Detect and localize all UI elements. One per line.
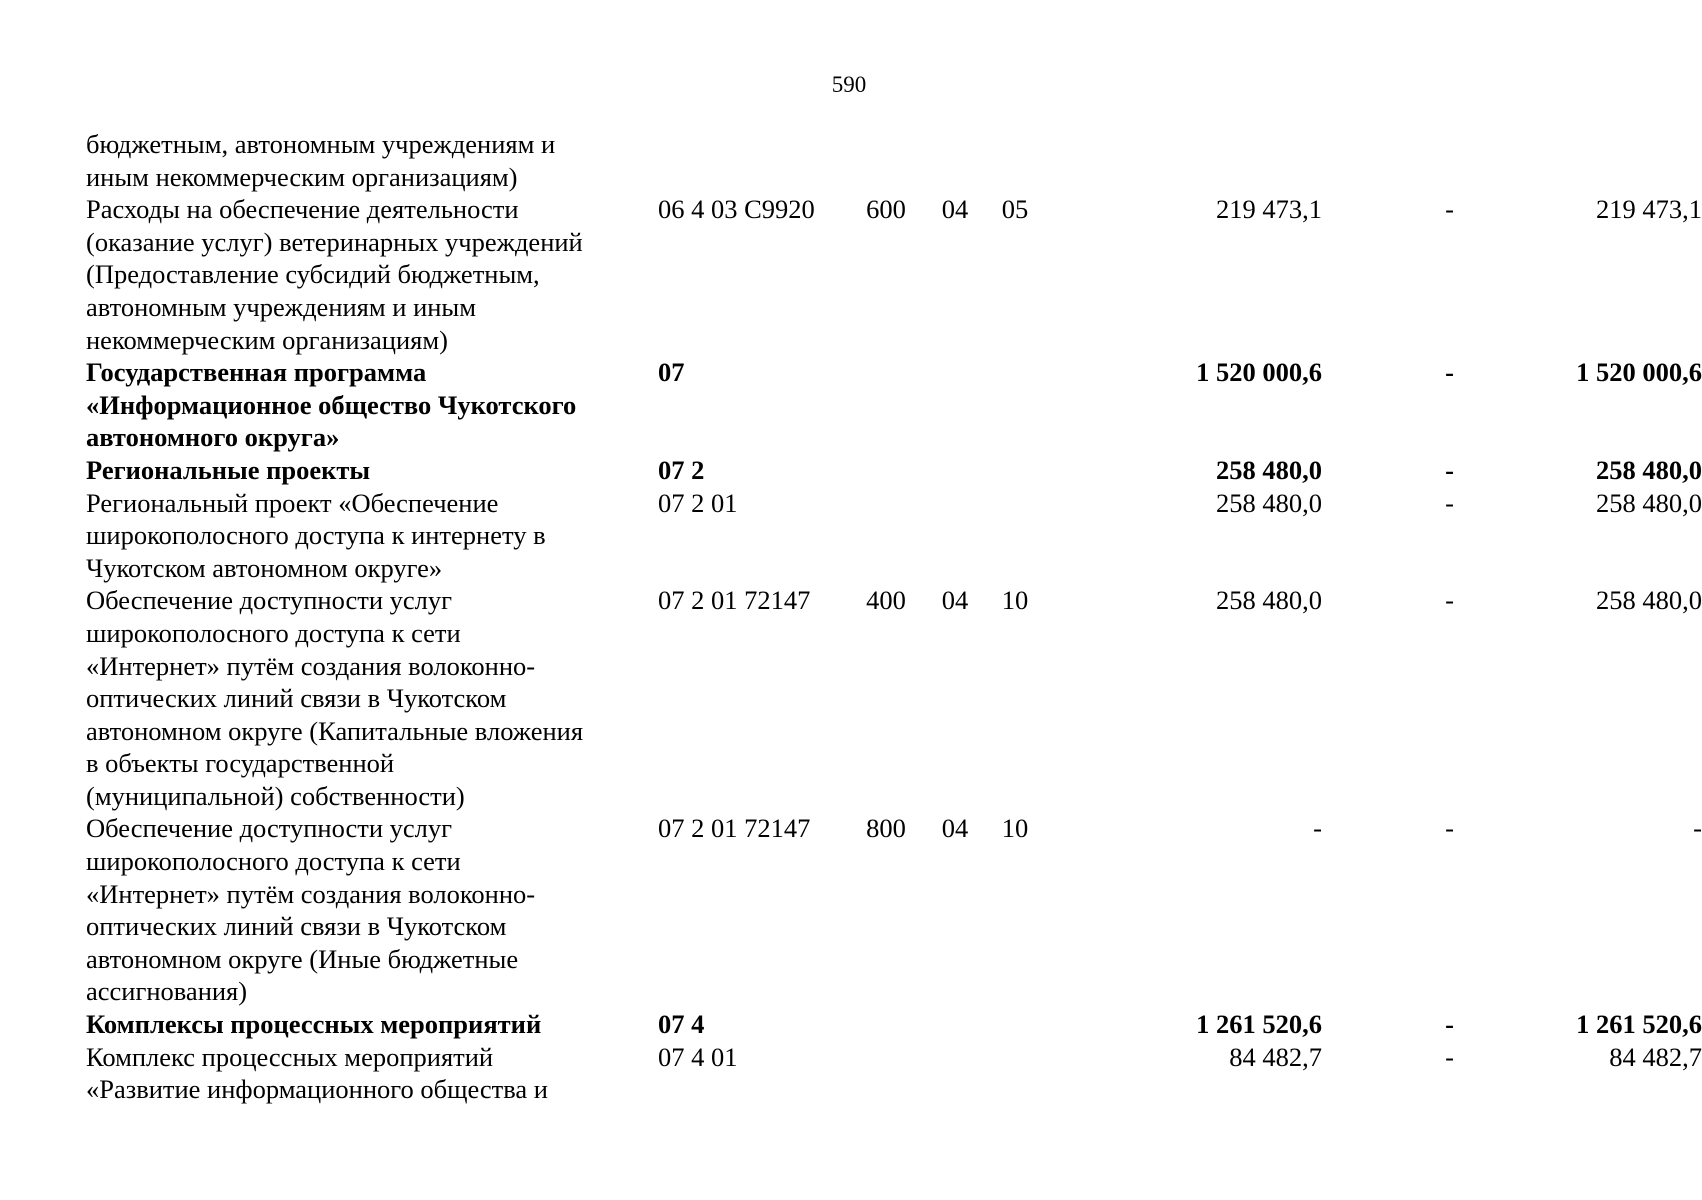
row-description bbox=[86, 812, 642, 1008]
subsection-code: 10 bbox=[1001, 585, 1029, 616]
description-line: «Развитие информационного общества и bbox=[86, 1074, 548, 1105]
expense-type: 800 bbox=[866, 813, 906, 844]
section-code: 04 bbox=[941, 813, 969, 844]
table-row bbox=[86, 193, 1702, 356]
description-line: широкополосного доступа к сети bbox=[86, 846, 461, 877]
description-line: оптических линий связи в Чукотском bbox=[86, 683, 507, 714]
description-line: Расходы на обеспечение деятельности bbox=[86, 194, 519, 225]
amount-approved: 1 520 000,6 bbox=[1196, 357, 1322, 388]
amount-change: - bbox=[1445, 813, 1454, 844]
amount-change: - bbox=[1445, 454, 1454, 485]
table-row bbox=[86, 128, 642, 193]
amount-total: 1 261 520,6 bbox=[1576, 1009, 1702, 1040]
description-line: некоммерческим организациям) bbox=[86, 324, 448, 355]
description-line: широкополосного доступа к интернету в bbox=[86, 520, 546, 551]
amount-total: 84 482,7 bbox=[1609, 1041, 1702, 1072]
description-line: ассигнования) bbox=[86, 976, 248, 1007]
description-line: Комплекс процессных мероприятий bbox=[86, 1041, 494, 1072]
target-code: 07 2 01 bbox=[658, 487, 738, 518]
amount-approved: 258 480,0 bbox=[1216, 454, 1322, 485]
description-line: «Интернет» путём создания волоконно- bbox=[86, 878, 536, 909]
description-line: в объекты государственной bbox=[86, 748, 395, 779]
amount-change: - bbox=[1445, 585, 1454, 616]
target-code: 07 bbox=[658, 357, 685, 388]
description-line: Обеспечение доступности услуг bbox=[86, 585, 452, 616]
row-description bbox=[86, 584, 642, 812]
expense-type: 600 bbox=[866, 194, 906, 225]
description-line: (оказание услуг) ветеринарных учреждений bbox=[86, 226, 583, 257]
amount-approved: 219 473,1 bbox=[1216, 194, 1322, 225]
target-code: 07 2 01 72147 bbox=[658, 585, 811, 616]
amount-approved: - bbox=[1313, 813, 1322, 844]
amount-change: - bbox=[1445, 357, 1454, 388]
table-row bbox=[86, 812, 1702, 1008]
amount-change: - bbox=[1445, 194, 1454, 225]
expense-type: 400 bbox=[866, 585, 906, 616]
target-code: 07 4 bbox=[658, 1009, 705, 1040]
target-code: 07 2 01 72147 bbox=[658, 813, 811, 844]
row-description bbox=[86, 128, 642, 193]
description-line: иным некоммерческим организациям) bbox=[86, 161, 518, 192]
amount-approved: 1 261 520,6 bbox=[1196, 1009, 1322, 1040]
amount-total: 258 480,0 bbox=[1596, 454, 1702, 485]
budget-table bbox=[86, 128, 1702, 1106]
table-row bbox=[86, 356, 1702, 454]
target-code: 07 4 01 bbox=[658, 1041, 738, 1072]
subsection-code: 05 bbox=[1001, 194, 1029, 225]
target-code: 07 2 bbox=[658, 454, 705, 485]
target-code: 06 4 03 С9920 bbox=[658, 194, 815, 225]
description-line: Обеспечение доступности услуг bbox=[86, 813, 452, 844]
row-description bbox=[86, 193, 642, 356]
description-line: широкополосного доступа к сети bbox=[86, 617, 461, 648]
description-line: (Предоставление субсидий бюджетным, bbox=[86, 259, 540, 290]
description-line: автономным учреждениям и иным bbox=[86, 291, 477, 322]
amount-total: 258 480,0 bbox=[1596, 487, 1702, 518]
amount-approved: 258 480,0 bbox=[1216, 585, 1322, 616]
description-line: бюджетным, автономным учреждениям и bbox=[86, 129, 556, 159]
subsection-code: 10 bbox=[1001, 813, 1029, 844]
amount-total: 258 480,0 bbox=[1596, 585, 1702, 616]
description-line: Комплексы процессных мероприятий bbox=[86, 1009, 542, 1040]
amount-change: - bbox=[1445, 487, 1454, 518]
description-line: Государственная программа bbox=[86, 357, 427, 388]
description-line: Региональный проект «Обеспечение bbox=[86, 487, 499, 518]
amount-total: 219 473,1 bbox=[1596, 194, 1702, 225]
description-line: Чукотском автономном округе» bbox=[86, 552, 443, 583]
description-line: автономном округе (Капитальные вложения bbox=[86, 715, 584, 746]
amount-approved: 84 482,7 bbox=[1229, 1041, 1322, 1072]
amount-total: 1 520 000,6 bbox=[1576, 357, 1702, 388]
amount-approved: 258 480,0 bbox=[1216, 487, 1322, 518]
table-row bbox=[86, 584, 1702, 812]
table-row bbox=[86, 454, 1702, 487]
description-line: оптических линий связи в Чукотском bbox=[86, 911, 507, 942]
amount-change: - bbox=[1445, 1041, 1454, 1072]
section-code: 04 bbox=[941, 194, 969, 225]
amount-total: - bbox=[1693, 813, 1702, 844]
row-description bbox=[86, 1008, 642, 1041]
description-line: (муниципальной) собственности) bbox=[86, 780, 465, 811]
row-description bbox=[86, 454, 642, 487]
description-line: автономном округе (Иные бюджетные bbox=[86, 943, 519, 974]
table-row bbox=[86, 1008, 1702, 1041]
table-row bbox=[86, 1041, 1702, 1106]
section-code: 04 bbox=[941, 585, 969, 616]
description-line: «Интернет» путём создания волоконно- bbox=[86, 650, 536, 681]
row-description bbox=[86, 1041, 642, 1106]
row-description bbox=[86, 356, 642, 454]
page-number: 590 bbox=[831, 72, 867, 97]
table-row bbox=[86, 487, 1702, 585]
amount-change: - bbox=[1445, 1009, 1454, 1040]
description-line: Региональные проекты bbox=[86, 454, 371, 485]
description-line: автономного округа» bbox=[86, 422, 340, 453]
description-line: «Информационное общество Чукотского bbox=[86, 389, 577, 420]
row-description bbox=[86, 487, 642, 585]
